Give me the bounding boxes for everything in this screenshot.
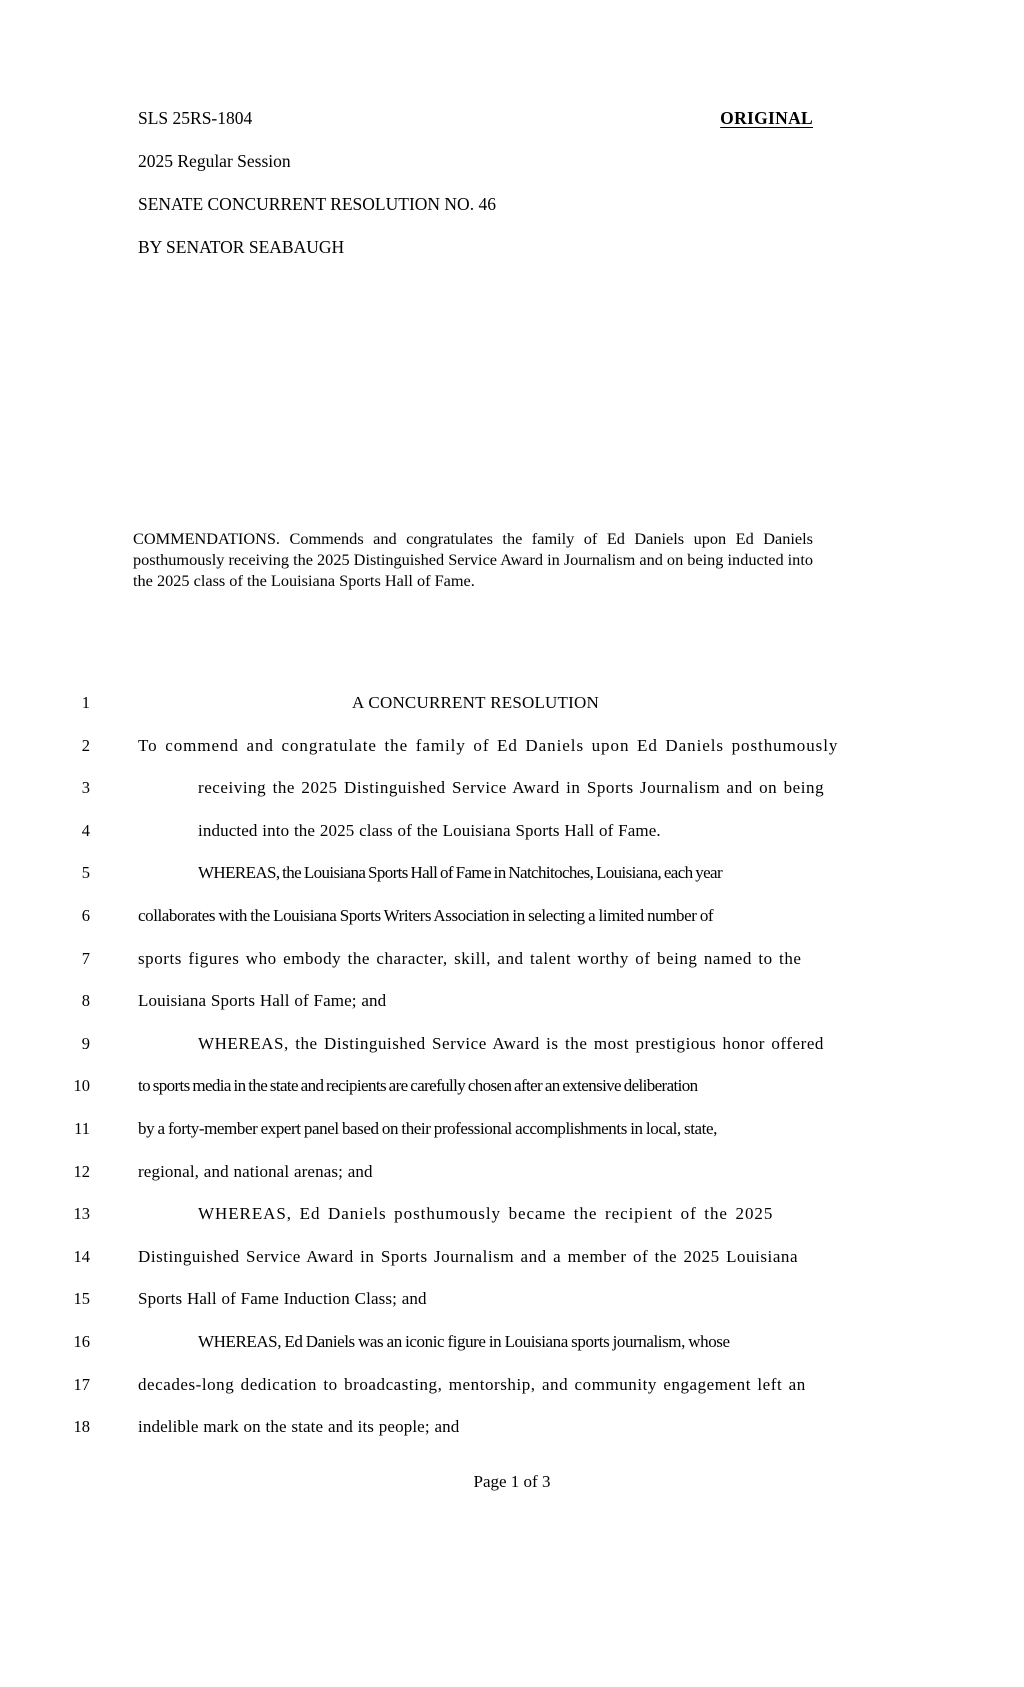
line-text: receiving the 2025 Distinguished Service Award in Sports Journalism and on being [198,778,825,798]
line-number: 16 [73,1331,90,1351]
body-line [0,1370,1024,1413]
line-text: decades-long dedication to broadcasting, mentorship, and community engagement left an [138,1374,806,1394]
body-line [0,1327,1024,1370]
body-line [0,688,1024,731]
line-number: 6 [81,905,90,925]
line-text: Sports Hall of Fame Induction Class; and [138,1289,427,1309]
line-number: 7 [81,948,90,968]
line-number: 5 [81,863,90,883]
line-text: by a forty-member expert panel based on their professional accomplishments in local, state, [138,1118,717,1138]
line-number: 18 [73,1417,90,1437]
body-line [0,1114,1024,1157]
body-line [0,1199,1024,1242]
line-number: 14 [73,1246,90,1266]
line-number: 2 [81,735,90,755]
line-text: indelible mark on the state and its people; and [138,1417,460,1437]
body-line [0,858,1024,901]
body-line [0,986,1024,1029]
line-text: WHEREAS, the Louisiana Sports Hall of Fame in Natchitoches, Louisiana, each year [198,863,723,883]
line-text: Distinguished Service Award in Sports Journalism and a member of the 2025 Louisiana [138,1246,799,1266]
line-number: 15 [73,1289,90,1309]
line-text: inducted into the 2025 class of the Louisiana Sports Hall of Fame. [198,820,661,840]
line-number: 1 [81,693,90,712]
line-number: 4 [81,820,90,840]
document-id: SLS 25RS-1804 [138,108,253,128]
resolution-body [0,688,1024,1455]
line-text: To commend and congratulate the family of Ed Daniels upon Ed Daniels posthumously [138,735,839,755]
body-line [0,816,1024,859]
line-text: to sports media in the state and recipients are carefully chosen after an extensive deliberation [138,1076,698,1096]
line-number: 11 [74,1118,90,1138]
line-number: 13 [73,1204,90,1224]
sponsor-label: BY SENATOR SEABAUGH [138,236,345,257]
line-text: A CONCURRENT RESOLUTION [352,693,599,712]
body-line [0,1029,1024,1072]
body-line [0,1157,1024,1200]
line-text: WHEREAS, Ed Daniels was an iconic figure in Louisiana sports journalism, whose [198,1331,730,1351]
body-line [0,1284,1024,1327]
instrument-title: SENATE CONCURRENT RESOLUTION NO. 46 [138,193,496,214]
line-number: 12 [73,1161,90,1181]
line-number: 8 [81,991,90,1011]
body-line [0,731,1024,774]
header-top-row [138,108,813,130]
line-number: 10 [73,1076,90,1096]
line-text: sports figures who embody the character, skill, and talent worthy of being named to the [138,948,802,968]
line-text: WHEREAS, Ed Daniels posthumously became the recipient of the 2025 [198,1204,774,1224]
line-number: 9 [81,1033,90,1053]
line-text: WHEREAS, the Distinguished Service Award is the most prestigious honor offered [198,1033,824,1053]
body-line [0,1412,1024,1455]
digest-paragraph: COMMENDATIONS. Commends and congratulates the family of Ed Daniels upon Ed Daniels posthumously receiving the 2025 Distinguished Service Award in Journalism and on being inducted into the 2025 class of the Louisiana Sports Hall of Fame. [133,529,813,591]
body-line [0,1071,1024,1114]
status-badge: ORIGINAL [720,108,813,128]
session-label: 2025 Regular Session [138,150,291,171]
line-text: Louisiana Sports Hall of Fame; and [138,991,387,1011]
line-text: regional, and national arenas; and [138,1161,373,1181]
body-line [0,944,1024,987]
body-line [0,1242,1024,1285]
body-line [0,901,1024,944]
body-line [0,773,1024,816]
line-number: 17 [73,1374,90,1394]
document-header [138,108,813,259]
line-text: collaborates with the Louisiana Sports Writers Association in selecting a limited number of [138,905,714,925]
page-footer: Page 1 of 3 [473,1472,551,1491]
line-number: 3 [81,778,90,798]
